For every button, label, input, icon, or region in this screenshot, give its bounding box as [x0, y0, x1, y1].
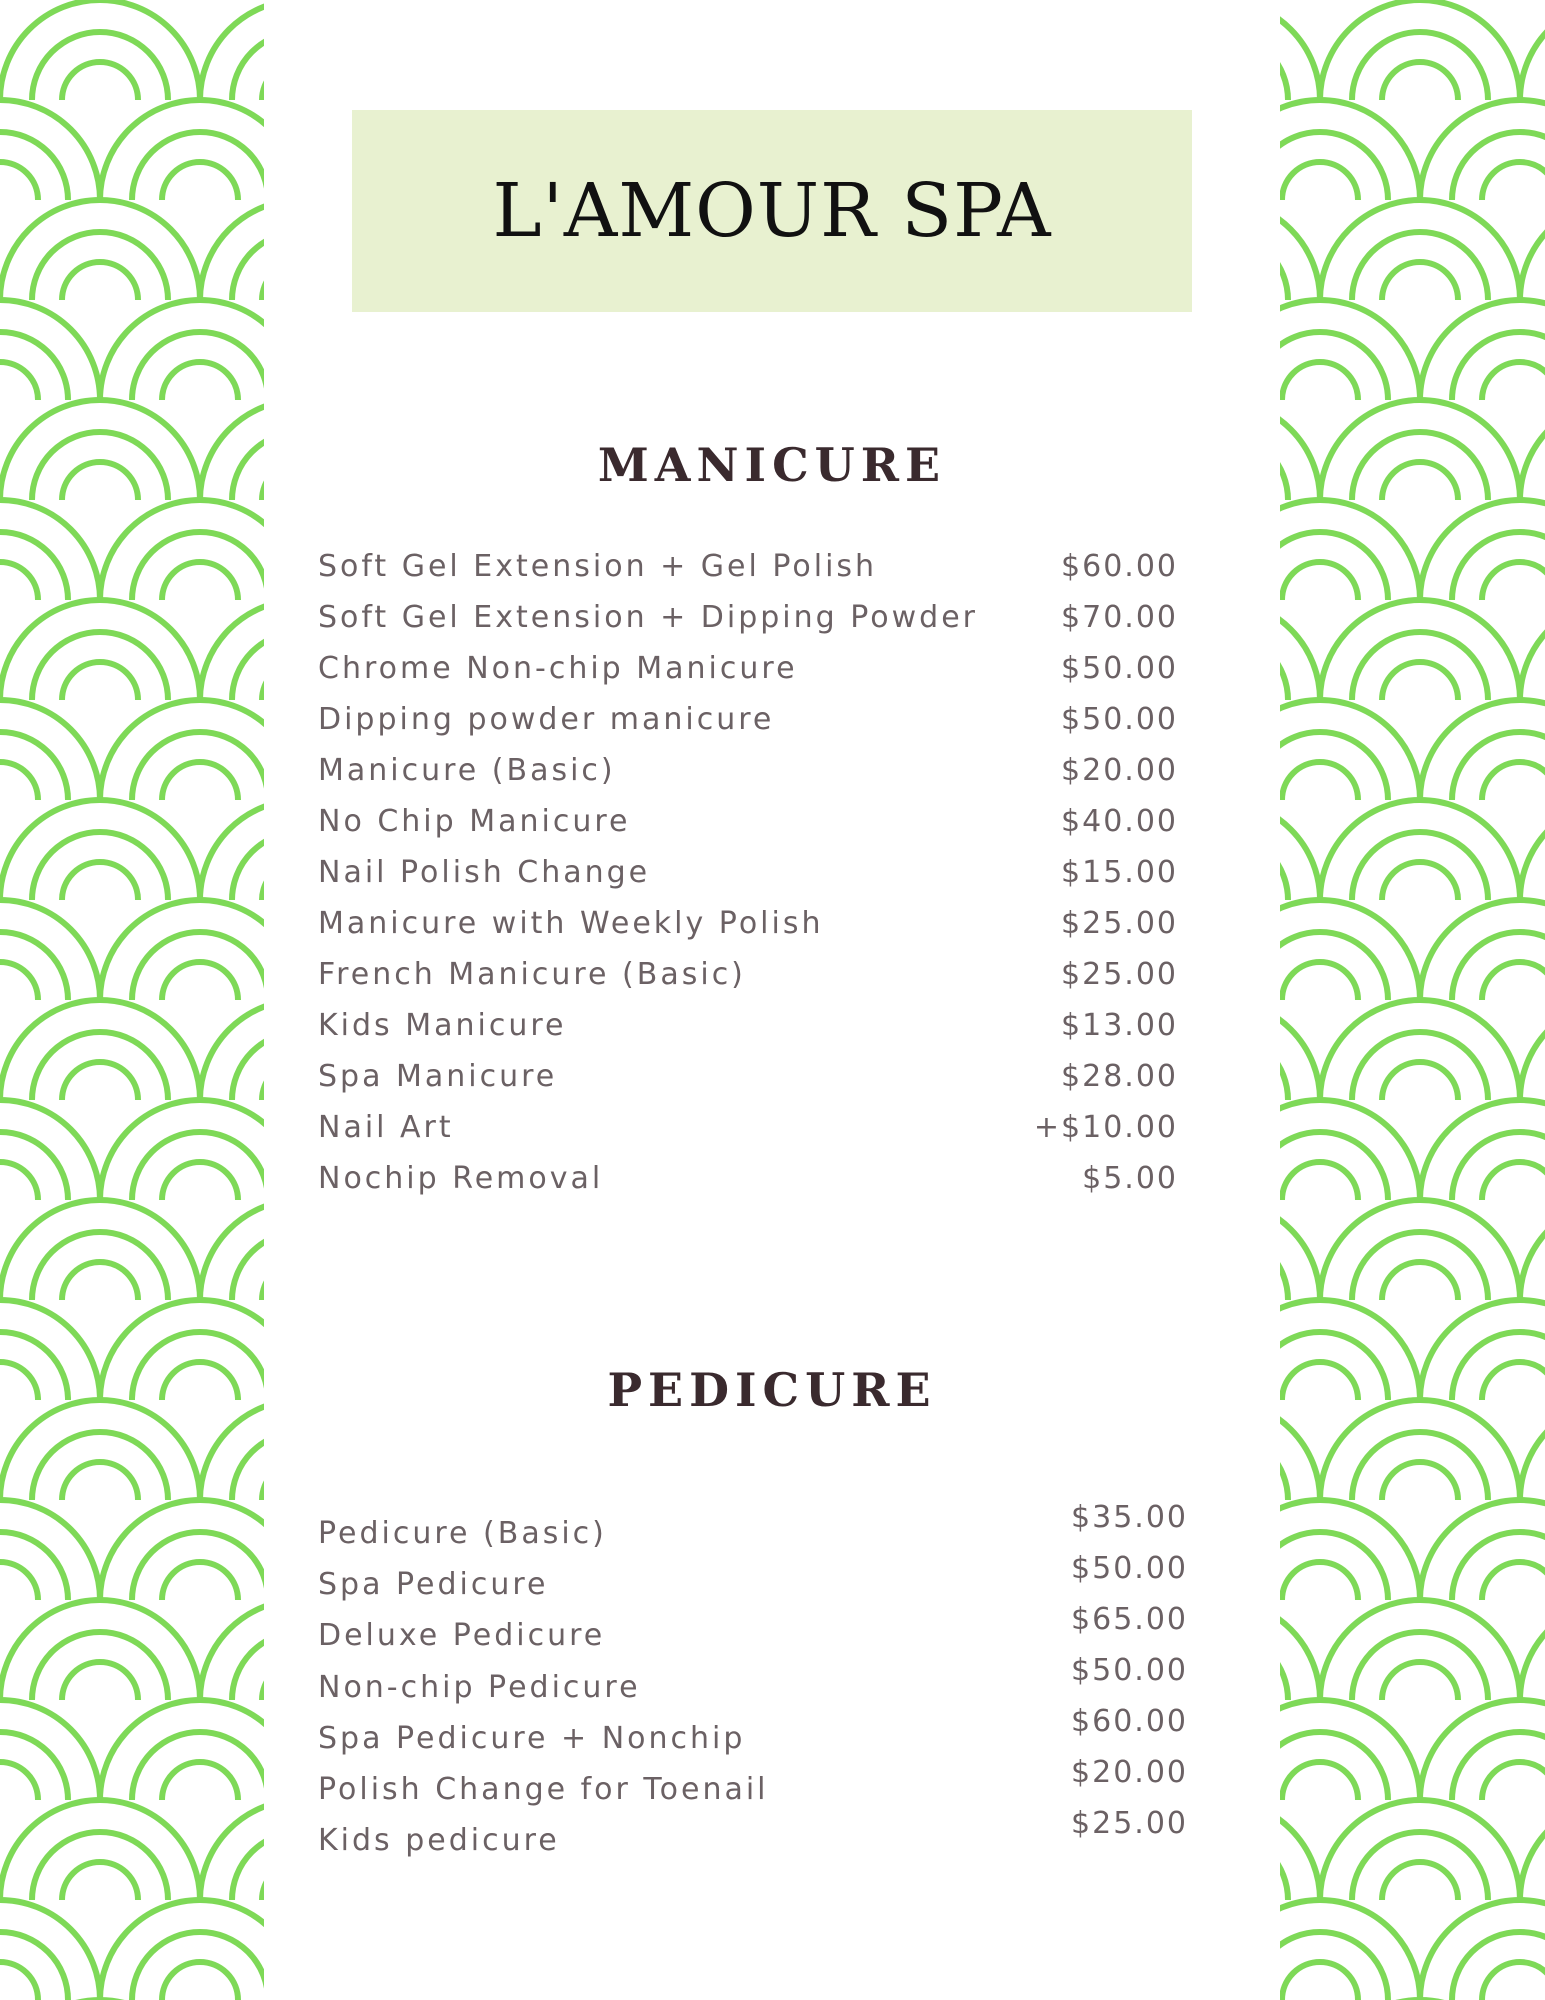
scallop-fill	[100, 1300, 264, 1400]
item-price: +$10.00	[1033, 1110, 1178, 1145]
item-name: Spa Pedicure + Nonchip	[318, 1721, 746, 1756]
item-name: Soft Gel Extension + Dipping Powder	[318, 600, 978, 635]
item-price: $70.00	[1061, 600, 1178, 635]
scallop-fill	[1320, 200, 1520, 300]
scallop-pattern-left	[0, 0, 264, 2000]
item-name: Nail Art	[318, 1110, 454, 1145]
item-price: $25.00	[1061, 957, 1178, 992]
scallop-fill	[100, 1500, 264, 1600]
item-price: $15.00	[1061, 855, 1178, 890]
scallop-fill	[100, 700, 264, 800]
menu-item	[318, 600, 1178, 651]
menu-panel	[264, 0, 1280, 2000]
scallop-fill	[1280, 900, 1420, 1000]
item-price: $20.00	[1061, 753, 1178, 788]
pedicure-heading: PEDICURE	[607, 1363, 937, 1417]
item-price: $25.00	[1071, 1806, 1188, 1841]
item-name: No Chip Manicure	[318, 804, 631, 839]
item-name: Pedicure (Basic)	[318, 1516, 607, 1551]
scallop-fill	[0, 1600, 200, 1700]
scallop-fill	[0, 1400, 200, 1500]
scallop-fill	[0, 0, 200, 100]
scallop-fill	[1280, 100, 1420, 200]
scallop-fill	[1280, 300, 1420, 400]
scallop-fill	[1280, 500, 1420, 600]
item-name: French Manicure (Basic)	[318, 957, 746, 992]
item-price: $28.00	[1061, 1059, 1178, 1094]
item-name: Spa Pedicure	[318, 1567, 549, 1602]
scallop-fill	[1320, 600, 1520, 700]
item-name: Nail Polish Change	[318, 855, 651, 890]
menu-item	[318, 957, 1178, 1008]
scallop-fill	[0, 1200, 200, 1300]
menu-item	[318, 651, 1178, 702]
scallop-fill	[1320, 1800, 1520, 1900]
scallop-fill	[1280, 700, 1420, 800]
item-name: Manicure with Weekly Polish	[318, 906, 824, 941]
spa-title: L'AMOUR SPA	[492, 168, 1052, 254]
menu-item	[318, 702, 1178, 753]
item-name: Chrome Non-chip Manicure	[318, 651, 798, 686]
title-banner	[352, 110, 1192, 312]
scallop-fill	[0, 1800, 200, 1900]
menu-item	[318, 1059, 1178, 1110]
item-name: Non-chip Pedicure	[318, 1670, 641, 1705]
menu-item	[318, 855, 1178, 906]
scallop-fill	[0, 800, 200, 900]
item-price: $35.00	[1071, 1500, 1188, 1535]
scallop-fill	[100, 300, 264, 400]
scallop-fill	[0, 200, 200, 300]
scallop-fill	[1320, 400, 1520, 500]
menu-item	[318, 1008, 1178, 1059]
item-name: Kids Manicure	[318, 1008, 567, 1043]
item-price: $20.00	[1071, 1755, 1188, 1790]
scallop-fill	[100, 1100, 264, 1200]
menu-item	[318, 1110, 1178, 1161]
scallop-fill	[100, 1700, 264, 1800]
scallop-fill	[0, 600, 200, 700]
scallop-fill	[1320, 800, 1520, 900]
scallop-fill	[1320, 1600, 1520, 1700]
manicure-heading: MANICURE	[597, 438, 947, 492]
scallop-fill	[100, 1900, 264, 2000]
scallop-fill	[1280, 1500, 1420, 1600]
item-price: $25.00	[1061, 906, 1178, 941]
menu-item	[318, 549, 1178, 600]
scallop-fill	[1320, 1000, 1520, 1100]
item-price: $60.00	[1061, 549, 1178, 584]
item-name: Manicure (Basic)	[318, 753, 616, 788]
item-name: Dipping powder manicure	[318, 702, 775, 737]
item-price: $50.00	[1061, 702, 1178, 737]
item-name: Soft Gel Extension + Gel Polish	[318, 549, 878, 584]
scallop-pattern-svg	[0, 0, 264, 2000]
item-price: $5.00	[1082, 1161, 1178, 1196]
item-name: Polish Change for Toenail	[318, 1772, 769, 1807]
scallop-fill	[100, 900, 264, 1000]
item-price: $60.00	[1071, 1704, 1188, 1739]
scallop-fill	[0, 1000, 200, 1100]
item-name: Kids pedicure	[318, 1823, 560, 1858]
menu-item	[318, 804, 1178, 855]
item-price: $50.00	[1061, 651, 1178, 686]
item-price: $65.00	[1071, 1602, 1188, 1637]
item-price: $50.00	[1071, 1551, 1188, 1586]
item-price: $50.00	[1071, 1653, 1188, 1688]
menu-item	[318, 753, 1178, 804]
scallop-fill	[1280, 1300, 1420, 1400]
scallop-fill	[1280, 1100, 1420, 1200]
item-price: $40.00	[1061, 804, 1178, 839]
scallop-fill	[100, 500, 264, 600]
scallop-fill	[1320, 0, 1520, 100]
menu-item	[318, 1161, 1178, 1212]
item-name: Spa Manicure	[318, 1059, 558, 1094]
scallop-fill	[100, 100, 264, 200]
scallop-fill	[1280, 1700, 1420, 1800]
item-name: Nochip Removal	[318, 1161, 604, 1196]
item-price: $13.00	[1061, 1008, 1178, 1043]
scallop-fill	[1280, 1900, 1420, 2000]
scallop-pattern-svg	[1280, 0, 1545, 2000]
item-name: Deluxe Pedicure	[318, 1618, 606, 1653]
scallop-fill	[1320, 1400, 1520, 1500]
menu-item	[318, 906, 1178, 957]
scallop-pattern-right	[1280, 0, 1545, 2000]
scallop-fill	[0, 400, 200, 500]
scallop-fill	[1320, 1200, 1520, 1300]
